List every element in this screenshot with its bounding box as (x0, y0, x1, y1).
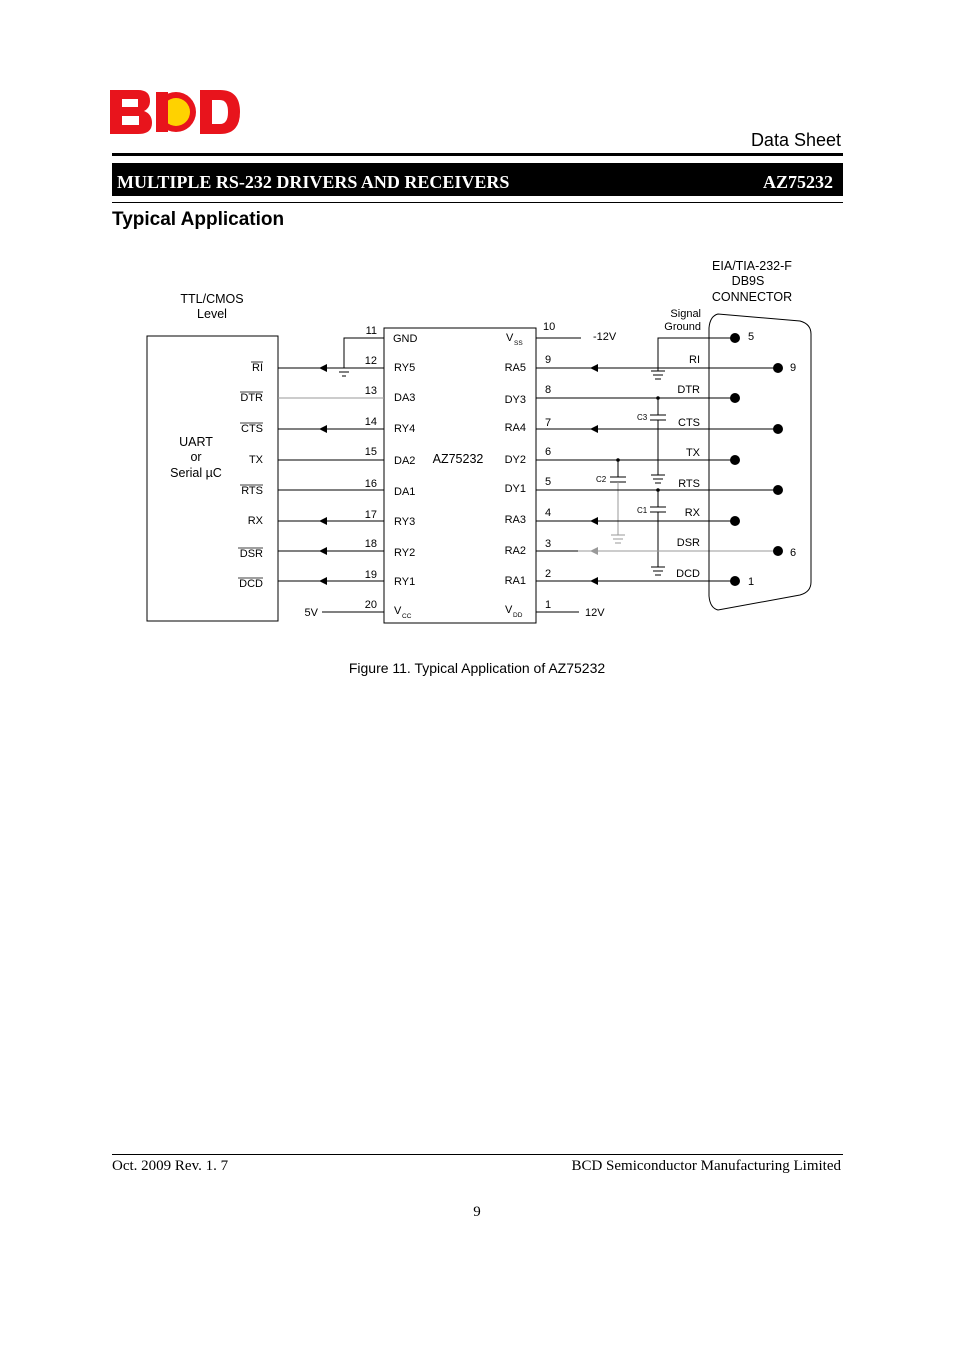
pin-num: 16 (364, 478, 377, 490)
signal-ground-2: Ground (664, 321, 701, 333)
conn-pin-5: 5 (748, 331, 755, 343)
conn-pin-6: 6 (790, 547, 797, 559)
conn-dot (730, 576, 740, 586)
bcd-logo-graphic (108, 86, 244, 138)
uart-pin-dcd: DCD (239, 578, 263, 590)
footer-rule (112, 1154, 843, 1155)
pin-num: 1 (545, 599, 552, 611)
cap-c1-label: C1 (637, 506, 648, 515)
conn-signal-rts: RTS (678, 478, 700, 490)
uart-pin-dtr: DTR (240, 392, 263, 404)
pin-num: 14 (364, 416, 377, 428)
banner-title: MULTIPLE RS-232 DRIVERS AND RECEIVERS (117, 172, 510, 192)
pin-num: 11 (365, 325, 377, 337)
pin-num: 7 (545, 417, 552, 429)
pin-num: 13 (364, 385, 377, 397)
chip-left-pins (365, 325, 418, 620)
conn-signal-tx: TX (685, 447, 700, 459)
conn-signal-cts: CTS (678, 417, 700, 429)
pin-name: RA3 (504, 514, 526, 526)
conn-dot (773, 546, 783, 556)
pin-name: RY3 (394, 516, 416, 528)
title-banner (112, 163, 843, 196)
pin-name-vdd: V (505, 604, 513, 616)
pin-name: DA2 (394, 455, 416, 467)
banner-rule (112, 202, 843, 203)
pin-num: 9 (545, 354, 552, 366)
pin-name: DY3 (504, 394, 526, 406)
ttl-label-1: TTL/CMOS (180, 292, 244, 306)
pin-num: 17 (364, 509, 377, 521)
conn-signal-dsr: DSR (676, 537, 700, 549)
conn-signal-rx: RX (684, 507, 700, 519)
pin-name: DY1 (504, 483, 526, 495)
pin-num: 8 (545, 384, 552, 396)
pin-num: 12 (364, 355, 377, 367)
chip-name: AZ75232 (432, 452, 484, 466)
circuit-diagram (100, 250, 860, 640)
uart-label-1: UART (179, 435, 213, 449)
pin-num: 5 (545, 476, 552, 488)
conn-signal-dtr: DTR (677, 384, 700, 396)
section-title: Typical Application (112, 209, 285, 230)
pin-name-vss: V (506, 332, 514, 344)
conn-dot (773, 424, 783, 434)
pin-num: 6 (545, 446, 552, 458)
db9-connector-outline (709, 314, 811, 610)
pin-name: DA1 (394, 486, 416, 498)
pin-name: RY2 (394, 547, 416, 559)
uart-label-2: or (190, 450, 202, 464)
pin-name: RA4 (504, 422, 526, 434)
page-number: 9 (473, 1204, 481, 1220)
vdd-12v-label: 12V (585, 607, 605, 619)
cap-c2-label: C2 (596, 475, 607, 484)
conn-dot (773, 363, 783, 373)
pin-name: RA2 (504, 545, 526, 557)
figure-caption: Figure 11. Typical Application of AZ75232 (348, 660, 606, 676)
vss-neg12-label: -12V (593, 331, 617, 343)
pin-num: 3 (545, 538, 552, 550)
eia-label-1: EIA/TIA-232-F (712, 259, 792, 273)
pin-name: DY2 (504, 454, 526, 466)
footer-revision: Oct. 2009 Rev. 1. 7 (112, 1158, 229, 1174)
pin-name: DA3 (394, 392, 416, 404)
pin-num: 10 (543, 321, 556, 333)
conn-dot (730, 333, 740, 343)
uart-pin-cts: CTS (241, 423, 263, 435)
conn-signal-dcd: DCD (676, 568, 700, 580)
uart-label-3: Serial µC (170, 466, 222, 480)
doc-type-label: Data Sheet (750, 130, 841, 150)
right-wires (536, 331, 778, 619)
conn-dot (730, 455, 740, 465)
pin-num: 18 (364, 538, 377, 550)
pin-name: GND (393, 333, 418, 345)
conn-dot (730, 516, 740, 526)
vdd-subscript: DD (513, 612, 523, 619)
uart-pin-rx: RX (247, 515, 263, 527)
pin-num: 19 (364, 569, 377, 581)
pin-num: 20 (364, 599, 377, 611)
conn-dot (773, 485, 783, 495)
logo-text (244, 86, 245, 87)
uart-pin-ri: RI (252, 362, 263, 374)
uart-pin-rts: RTS (241, 485, 263, 497)
pin-num: 15 (364, 446, 377, 458)
conn-dot (730, 393, 740, 403)
vcc-subscript: CC (402, 613, 412, 620)
pin-name: RY5 (394, 362, 416, 374)
uart-pin-tx: TX (248, 454, 263, 466)
pin-name: RY4 (394, 423, 416, 435)
vcc-5v-label: 5V (304, 607, 318, 619)
pin-name: RY1 (394, 576, 416, 588)
pin-name-vcc: V (394, 605, 402, 617)
conn-pin-9: 9 (790, 362, 797, 374)
cap-c3-label: C3 (637, 413, 648, 422)
eia-label-2: DB9S (731, 274, 765, 288)
part-number: AZ75232 (762, 172, 833, 192)
signal-ground-1: Signal (670, 308, 701, 320)
conn-signal-ri: RI (689, 354, 700, 366)
ttl-label-2: Level (197, 307, 227, 321)
pin-name: RA1 (504, 575, 526, 587)
chip-right-pins (505, 321, 556, 619)
conn-pin-1: 1 (748, 576, 755, 588)
footer-company: BCD Semiconductor Manufacturing Limited (571, 1158, 841, 1174)
header-rule (112, 153, 843, 156)
pin-num: 4 (545, 507, 552, 519)
pin-name: RA5 (504, 362, 526, 374)
uart-pin-dsr: DSR (239, 548, 263, 560)
company-logo (108, 86, 244, 138)
pin-num: 2 (545, 568, 552, 580)
vss-subscript: SS (514, 340, 523, 347)
eia-label-3: CONNECTOR (711, 290, 793, 304)
circuit-svg (100, 250, 860, 640)
